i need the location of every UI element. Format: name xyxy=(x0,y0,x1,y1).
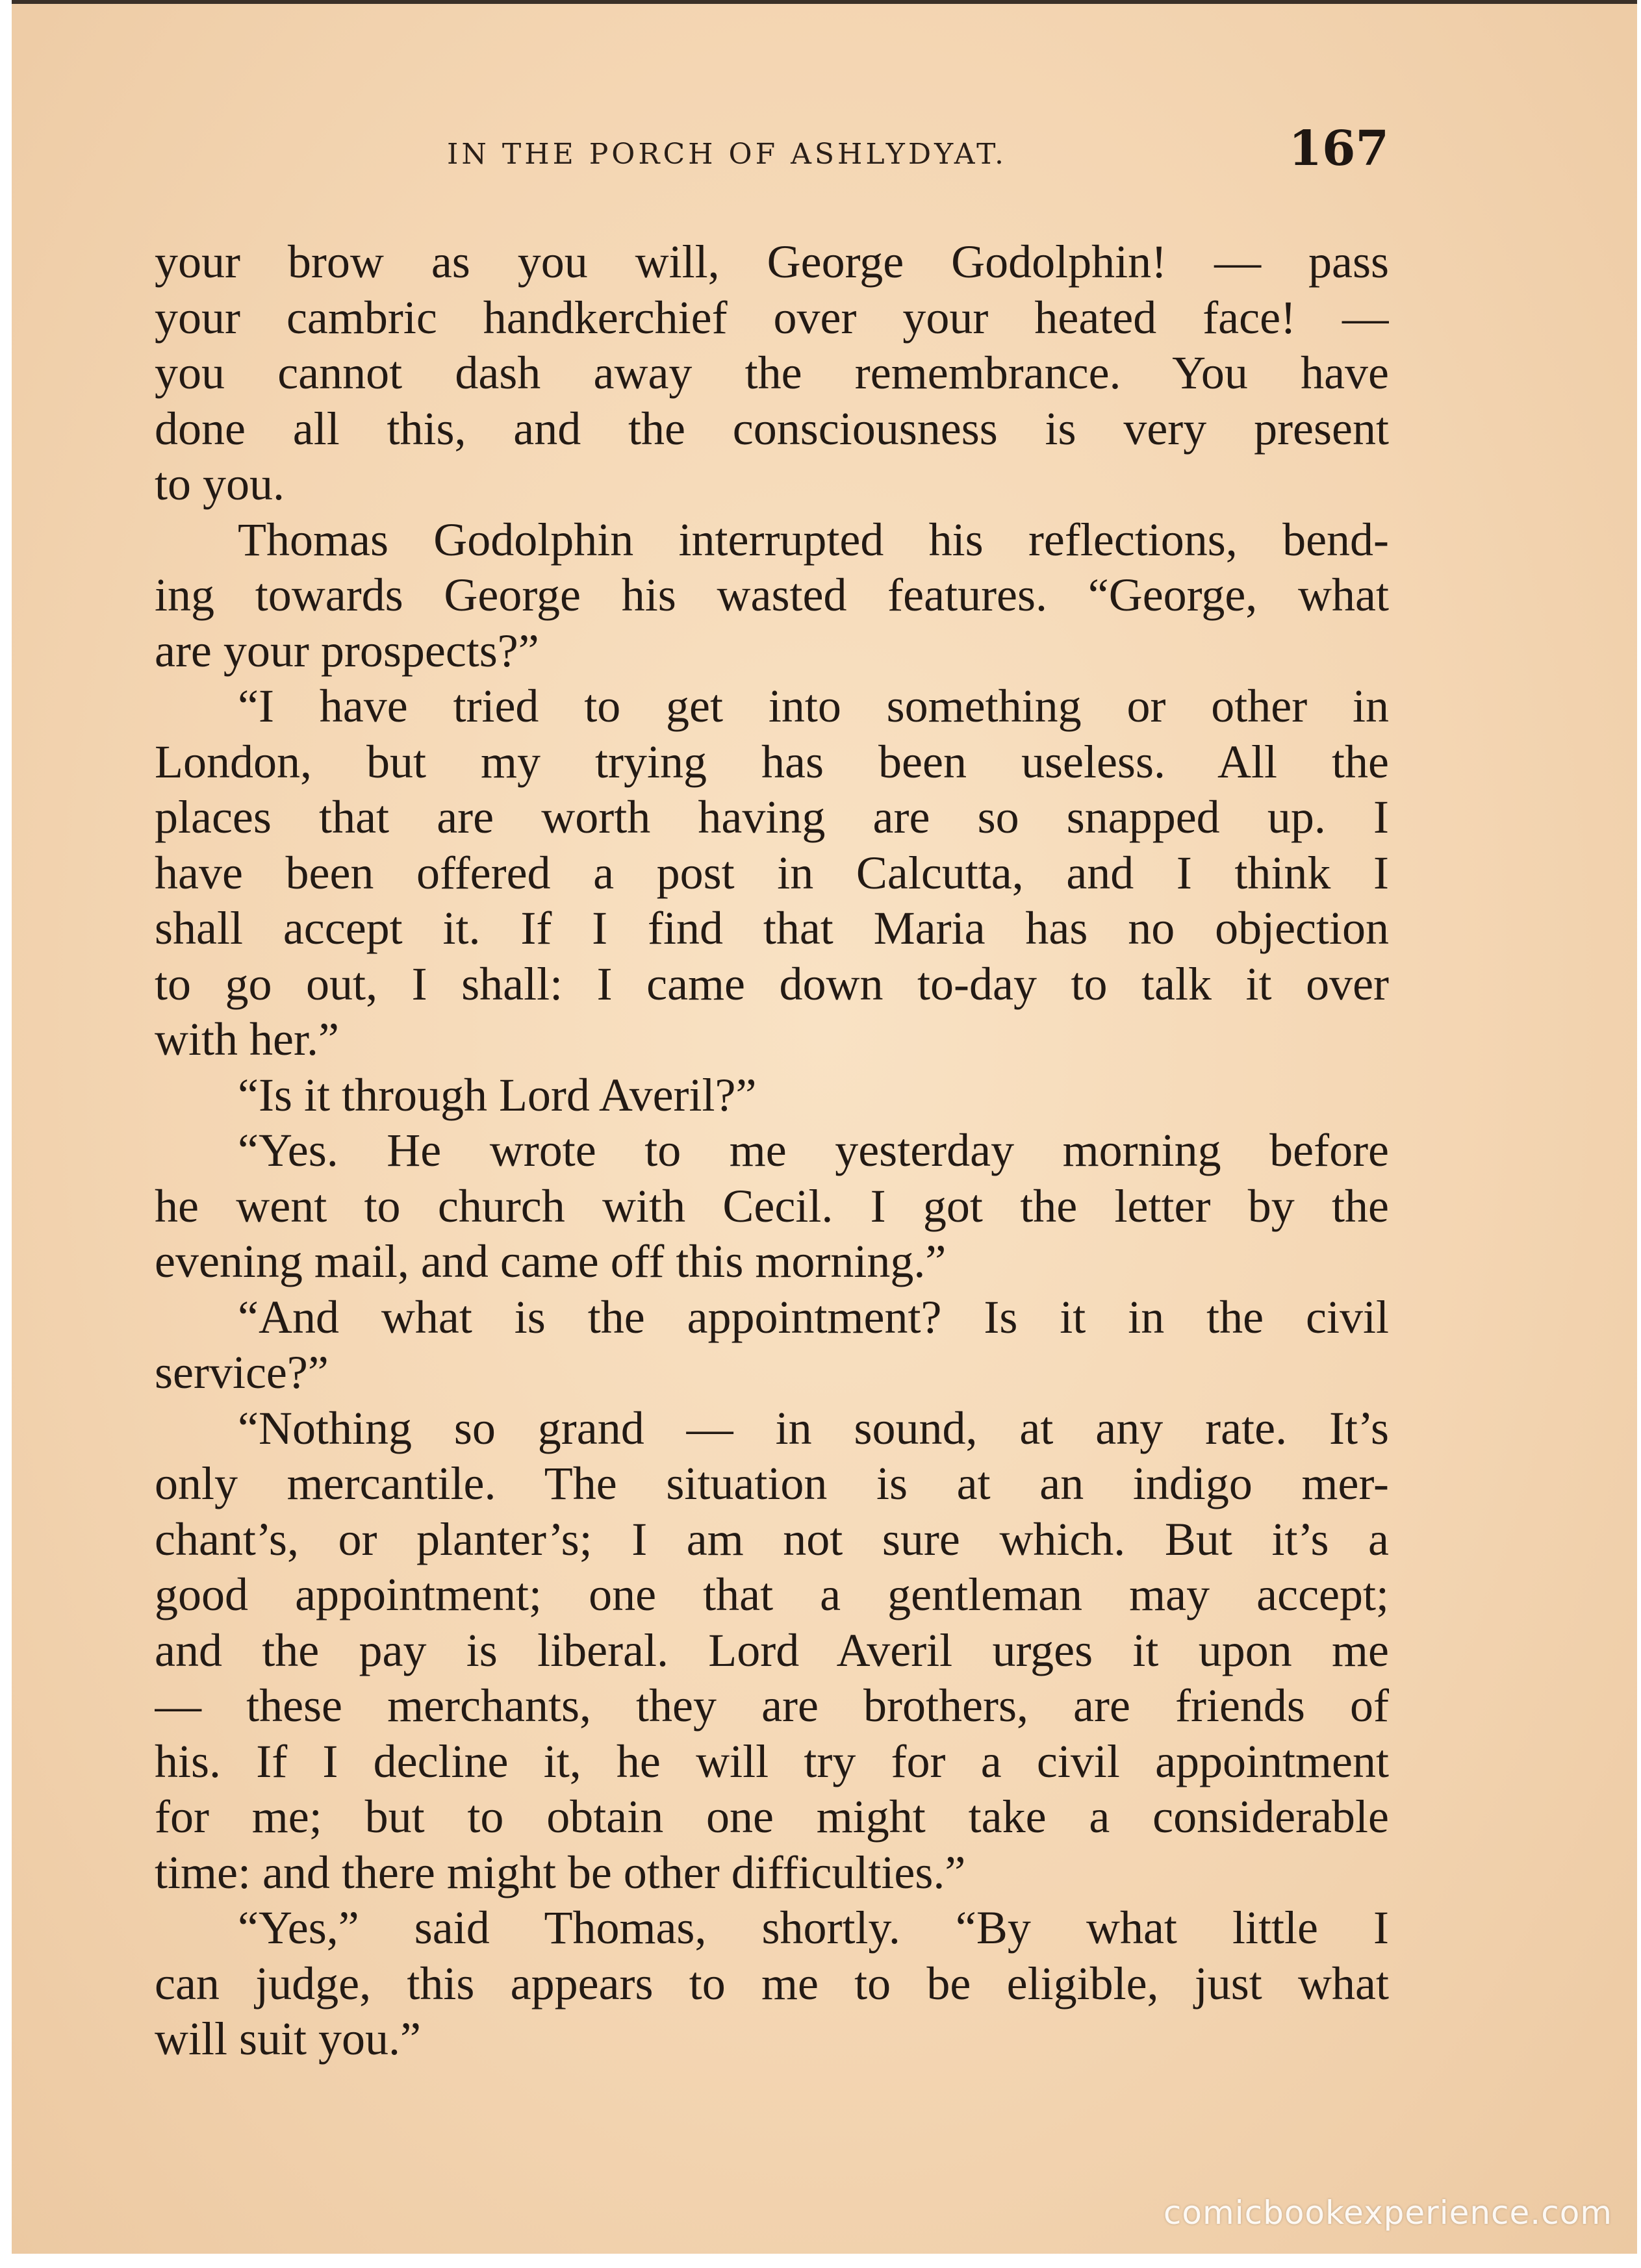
text-line: “Yes. He wrote to me yesterday morning before xyxy=(238,1124,1389,1176)
text-line: good appointment; one that a gentleman may accept; xyxy=(155,1569,1389,1620)
text-line: will suit you.” xyxy=(155,2013,421,2065)
text-line: your brow as you will, George Godolphin! — pass xyxy=(155,236,1389,288)
text-line: “Nothing so grand — in sound, at any rate. It’s xyxy=(238,1402,1389,1454)
text-line: only mercantile. The situation is at an indigo mer- xyxy=(155,1457,1389,1509)
text-line: shall accept it. If I find that Maria has no objection xyxy=(155,902,1389,954)
text-line: he went to church with Cecil. I got the letter by the xyxy=(155,1179,1389,1232)
text-line: “Yes,” said Thomas, shortly. “By what little I xyxy=(238,1902,1389,1954)
text-line: have been offered a post in Calcutta, and I think I xyxy=(155,846,1389,899)
book-page xyxy=(12,0,1637,2254)
page-header xyxy=(155,121,1389,192)
text-line: service?” xyxy=(155,1346,329,1398)
text-line: Thomas Godolphin interrupted his reflections, bend- xyxy=(238,513,1389,566)
watermark: comicbookexperience.com xyxy=(1163,2194,1612,2232)
text-line: places that are worth having are so snapped up. I xyxy=(155,791,1389,843)
text-line: London, but my trying has been useless. All the xyxy=(155,735,1389,788)
text-line: you cannot dash away the remembrance. You have xyxy=(155,347,1389,399)
text-line: with her.” xyxy=(155,1013,339,1065)
text-line: are your prospects?” xyxy=(155,624,539,677)
text-line: his. If I decline it, he will try for a civil appointment xyxy=(155,1735,1389,1787)
text-line: time: and there might be other difficulties.” xyxy=(155,1846,966,1898)
text-line: chant’s, or planter’s; I am not sure which. But it’s a xyxy=(155,1513,1389,1565)
text-line: “I have tried to get into something or other in xyxy=(238,680,1389,732)
text-line: evening mail, and came off this morning.” xyxy=(155,1235,947,1287)
text-line: for me; but to obtain one might take a considerable xyxy=(155,1791,1389,1843)
running-head: IN THE PORCH OF ASHLYDYAT. xyxy=(447,138,1007,171)
text-line: “Is it through Lord Averil?” xyxy=(238,1068,757,1121)
text-line: and the pay is liberal. Lord Averil urges it upon me xyxy=(155,1624,1389,1676)
text-line: to you. xyxy=(155,458,285,510)
text-line: to go out, I shall: I came down to-day to talk it over xyxy=(155,957,1389,1010)
text-line: done all this, and the consciousness is very present xyxy=(155,402,1389,455)
text-line: “And what is the appointment? Is it in the civil xyxy=(238,1291,1389,1343)
page-number: 167 xyxy=(1288,121,1389,177)
text-line: can judge, this appears to me to be eligible, just what xyxy=(155,1957,1389,2010)
text-line: ing towards George his wasted features. “George, what xyxy=(155,569,1389,621)
text-line: — these merchants, they are brothers, are friends of xyxy=(155,1680,1389,1732)
body-text xyxy=(155,234,1389,2067)
text-line: your cambric handkerchief over your heated face! — xyxy=(155,291,1389,344)
